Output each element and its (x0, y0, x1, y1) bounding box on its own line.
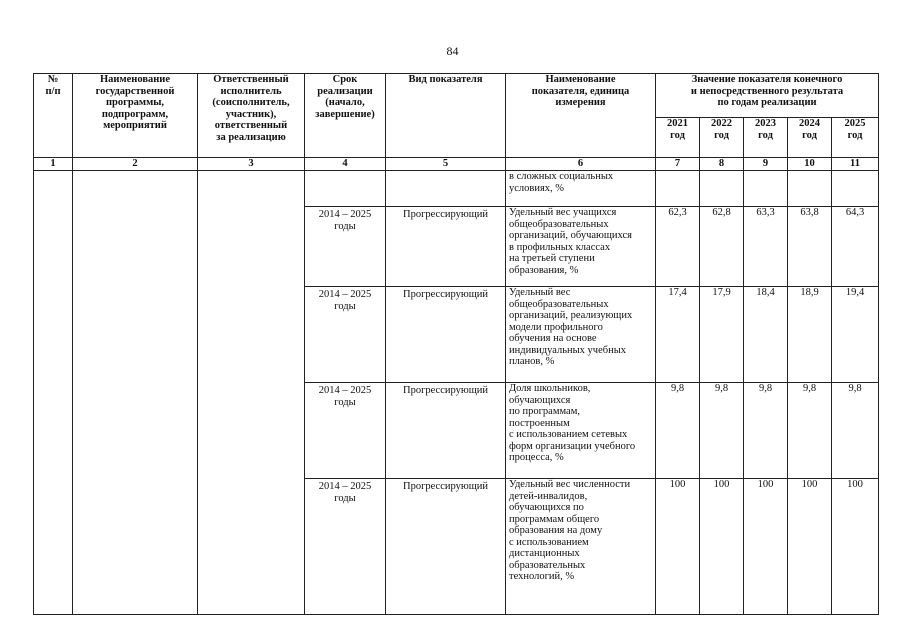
cell-value-2022: 17,9 (700, 287, 744, 383)
column-number: 9 (744, 158, 788, 171)
cell-indicator-name: Удельный вес учащихся общеобразовательных организаций, обучающихся в профильных классах на третьей ступени образования, % (506, 207, 656, 287)
cell-value-2023: 100 (744, 479, 788, 615)
cell-value-2021: 9,8 (656, 383, 700, 479)
cell-indicator-type: Прогрессирующий (386, 207, 506, 287)
cell-value-empty (656, 171, 700, 207)
header-year-2025: 2025 год (832, 118, 879, 158)
cell-value-2022: 62,8 (700, 207, 744, 287)
column-number: 5 (386, 158, 506, 171)
header-values-group: Значение показателя конечного и непосредственного результата по годам реализации (656, 74, 879, 118)
cell-indicator-name: Удельный вес численности детей-инвалидов, обучающихся по программам общего образования на дому с использованием дистанционных образовательных технологий, % (506, 479, 656, 615)
cell-value-2025: 19,4 (832, 287, 879, 383)
cell-value-2025: 100 (832, 479, 879, 615)
cell-indicator-name: Удельный вес общеобразовательных организаций, реализующих модели профильного обучения на основе индивидуальных учебных планов, % (506, 287, 656, 383)
cell-value-2023: 63,3 (744, 207, 788, 287)
cell-type-empty (386, 171, 506, 207)
continuation-indicator-name: в сложных социальных условиях, % (506, 171, 656, 207)
cell-period: 2014 – 2025 годы (305, 287, 386, 383)
cell-period: 2014 – 2025 годы (305, 383, 386, 479)
cell-period-empty (305, 171, 386, 207)
column-number: 7 (656, 158, 700, 171)
header-year-2022: 2022 год (700, 118, 744, 158)
column-number: 2 (73, 158, 198, 171)
cell-responsible-empty (198, 171, 305, 615)
cell-value-2024: 100 (788, 479, 832, 615)
header-period: Срок реализации (начало, завершение) (305, 74, 386, 158)
cell-value-2024: 18,9 (788, 287, 832, 383)
cell-indicator-type: Прогрессирующий (386, 287, 506, 383)
cell-value-2021: 17,4 (656, 287, 700, 383)
cell-value-empty (744, 171, 788, 207)
cell-value-2021: 62,3 (656, 207, 700, 287)
cell-value-2023: 9,8 (744, 383, 788, 479)
cell-indicator-type: Прогрессирующий (386, 383, 506, 479)
column-number: 6 (506, 158, 656, 171)
cell-indicator-type: Прогрессирующий (386, 479, 506, 615)
indicators-table (33, 73, 879, 615)
column-number: 3 (198, 158, 305, 171)
cell-number-empty (34, 171, 73, 615)
header-col-number: № п/п (34, 74, 73, 158)
column-number: 8 (700, 158, 744, 171)
cell-value-empty (700, 171, 744, 207)
cell-value-2023: 18,4 (744, 287, 788, 383)
cell-value-2024: 9,8 (788, 383, 832, 479)
header-year-2021: 2021 год (656, 118, 700, 158)
cell-value-2025: 64,3 (832, 207, 879, 287)
column-number: 10 (788, 158, 832, 171)
header-year-2024: 2024 год (788, 118, 832, 158)
column-number: 4 (305, 158, 386, 171)
header-program-name: Наименование государственной программы, подпрограмм, мероприятий (73, 74, 198, 158)
header-responsible: Ответственный исполнитель (соисполнитель, участник), ответственный за реализацию (198, 74, 305, 158)
column-number: 11 (832, 158, 879, 171)
column-number: 1 (34, 158, 73, 171)
cell-program-empty (73, 171, 198, 615)
cell-value-2021: 100 (656, 479, 700, 615)
cell-value-empty (832, 171, 879, 207)
cell-value-2022: 9,8 (700, 383, 744, 479)
cell-value-2025: 9,8 (832, 383, 879, 479)
header-indicator-name: Наименование показателя, единица измерения (506, 74, 656, 158)
cell-value-empty (788, 171, 832, 207)
page-number: 84 (446, 44, 459, 58)
cell-value-2024: 63,8 (788, 207, 832, 287)
cell-value-2022: 100 (700, 479, 744, 615)
cell-period: 2014 – 2025 годы (305, 479, 386, 615)
cell-period: 2014 – 2025 годы (305, 207, 386, 287)
header-indicator-type: Вид показателя (386, 74, 506, 158)
cell-indicator-name: Доля школьников, обучающихся по программам, построенным с использованием сетевых форм организации учебного процесса, % (506, 383, 656, 479)
header-year-2023: 2023 год (744, 118, 788, 158)
